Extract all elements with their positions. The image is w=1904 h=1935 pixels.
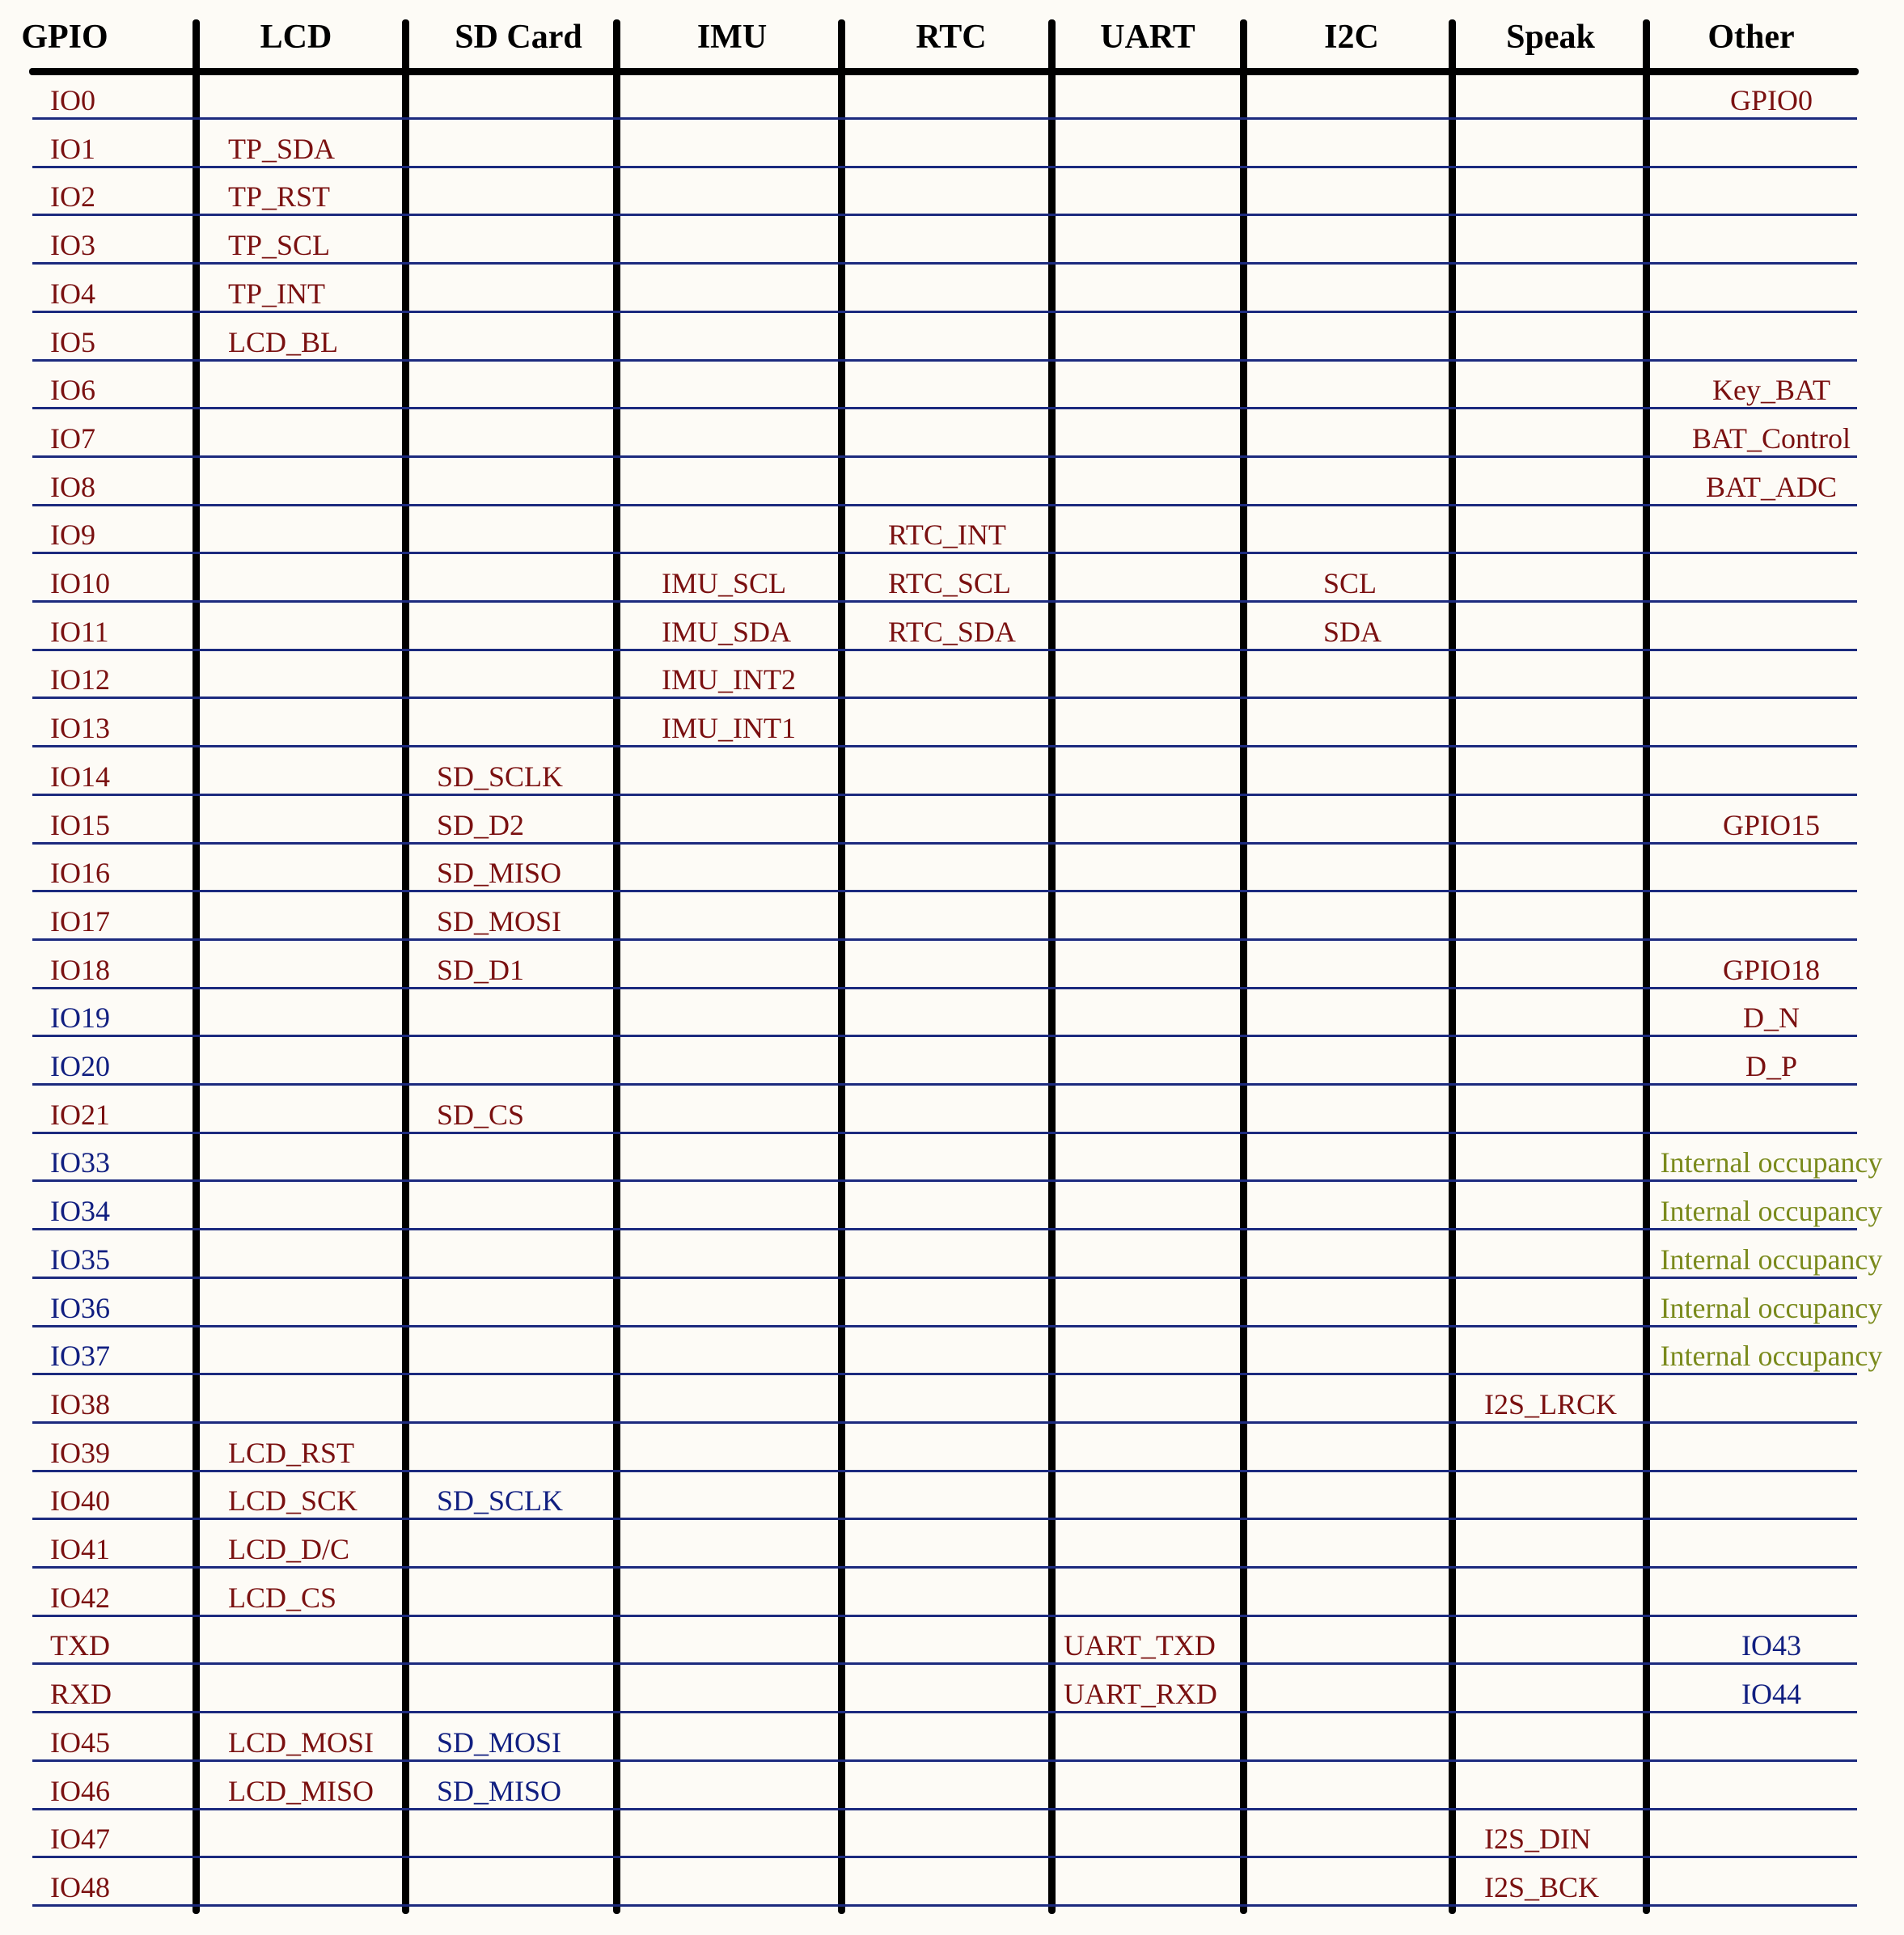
row-rule [32,1421,1857,1424]
cell-other: Key_BAT [1712,374,1830,407]
header-other: Other [1707,19,1795,56]
cell-speak: I2S_DIN [1484,1823,1591,1856]
row-rule [32,600,1857,603]
cell-other: Internal occupancy [1660,1146,1883,1179]
row-rule [32,1083,1857,1086]
cell-lcd: LCD_D/C [228,1533,350,1565]
cell-sd: SD_MISO [437,1774,562,1807]
column-divider [1449,19,1456,1914]
cell-other: BAT_Control [1691,421,1851,455]
row-rule [32,166,1857,168]
cell-gpio: IO11 [50,615,109,648]
cell-lcd: TP_RST [228,180,331,214]
cell-lcd: TP_INT [228,277,325,310]
row-rule [32,359,1857,362]
cell-gpio: IO3 [50,229,95,262]
column-divider [613,19,620,1914]
row-rule [32,1035,1857,1037]
row-rule [32,1518,1857,1520]
cell-lcd: LCD_MISO [228,1774,374,1807]
cell-sd: SD_SCLK [437,760,564,793]
row-rule [32,1470,1857,1472]
cell-other: Internal occupancy [1660,1340,1883,1373]
row-rule [32,1856,1857,1858]
header-rule [29,68,1859,75]
cell-uart: UART_TXD [1064,1629,1216,1662]
cell-gpio: IO10 [50,567,110,599]
row-rule [32,1325,1857,1327]
column-divider [1048,19,1056,1914]
cell-uart: UART_RXD [1064,1678,1217,1711]
row-rule [32,1904,1857,1907]
cell-sd: SD_CS [437,1098,525,1131]
row-rule [32,407,1857,409]
cell-gpio: IO17 [50,904,110,938]
cell-gpio: IO7 [50,421,95,455]
cell-gpio: IO12 [50,663,110,697]
cell-speak: I2S_BCK [1484,1870,1600,1903]
row-rule [32,1566,1857,1569]
cell-gpio: IO38 [50,1387,110,1421]
cell-gpio: IO16 [50,857,110,890]
cell-lcd: LCD_SCK [228,1484,358,1518]
cell-gpio: IO5 [50,325,95,358]
cell-i2c: SDA [1323,615,1382,648]
cell-gpio: IO4 [50,277,95,310]
cell-gpio: IO45 [50,1725,110,1759]
cell-gpio: IO21 [50,1098,110,1131]
cell-lcd: LCD_BL [228,325,339,358]
cell-gpio: IO19 [50,1001,110,1035]
column-divider [1643,19,1650,1914]
cell-gpio: IO35 [50,1243,110,1276]
cell-other: BAT_ADC [1705,470,1838,503]
cell-gpio: IO40 [50,1484,110,1518]
cell-sd: SD_MISO [437,857,562,890]
header-speak: Speak [1506,19,1595,56]
column-divider [402,19,409,1914]
cell-other: GPIO0 [1729,84,1813,116]
cell-gpio: IO39 [50,1436,110,1469]
row-rule [32,262,1857,265]
row-rule [32,842,1857,845]
cell-gpio: TXD [50,1629,110,1662]
cell-gpio: IO13 [50,712,110,745]
cell-gpio: IO18 [50,953,110,986]
row-rule [32,504,1857,506]
cell-gpio: IO41 [50,1533,110,1565]
row-rule [32,1808,1857,1810]
cell-gpio: IO42 [50,1581,110,1614]
cell-gpio: IO6 [50,374,95,407]
cell-other: Internal occupancy [1660,1243,1883,1276]
cell-gpio: IO15 [50,808,110,841]
header-lcd: LCD [260,19,332,56]
cell-gpio: IO8 [50,470,95,503]
cell-other: GPIO18 [1722,953,1820,986]
row-rule [32,1662,1857,1665]
cell-sd: SD_MOSI [437,1725,562,1759]
row-rule [32,649,1857,651]
cell-rtc: RTC_SCL [888,567,1011,599]
cell-other: GPIO15 [1722,808,1820,841]
header-sd-card: SD Card [455,19,582,56]
cell-other: IO43 [1741,1629,1801,1662]
row-rule [32,1277,1857,1279]
cell-gpio: IO1 [50,132,95,165]
row-rule [32,311,1857,313]
cell-gpio: IO46 [50,1774,110,1807]
header-uart: UART [1100,19,1195,56]
header-imu: IMU [696,19,768,56]
cell-imu: IMU_INT1 [662,712,796,745]
row-rule [32,552,1857,554]
cell-gpio: IO0 [50,84,95,116]
cell-rtc: RTC_INT [888,519,1006,552]
cell-i2c: SCL [1323,567,1377,599]
cell-lcd: LCD_RST [228,1436,355,1469]
row-rule [32,890,1857,892]
cell-lcd: LCD_MOSI [228,1725,374,1759]
row-rule [32,1228,1857,1230]
column-divider [1240,19,1247,1914]
cell-lcd: TP_SCL [228,229,331,262]
cell-speak: I2S_LRCK [1484,1387,1618,1421]
cell-gpio: IO33 [50,1146,110,1179]
cell-gpio: IO36 [50,1291,110,1324]
cell-gpio: IO14 [50,760,110,793]
cell-other: D_N [1743,1001,1800,1035]
column-divider [838,19,845,1914]
cell-other: Internal occupancy [1660,1195,1883,1228]
cell-gpio: IO37 [50,1340,110,1373]
row-rule [32,1179,1857,1182]
row-rule [32,794,1857,796]
row-rule [32,214,1857,216]
cell-gpio: IO34 [50,1195,110,1228]
cell-lcd: LCD_CS [228,1581,337,1614]
row-rule [32,455,1857,458]
cell-gpio: IO20 [50,1050,110,1082]
cell-other: IO44 [1741,1678,1801,1711]
row-rule [32,1373,1857,1375]
cell-other: D_P [1745,1050,1798,1082]
cell-gpio: RXD [50,1678,112,1711]
cell-gpio: IO9 [50,519,95,552]
header-i2c: I2C [1324,19,1379,56]
cell-gpio: IO48 [50,1870,110,1903]
cell-other: Internal occupancy [1660,1291,1883,1324]
row-rule [32,1759,1857,1762]
row-rule [32,1615,1857,1617]
cell-sd: SD_SCLK [437,1484,564,1518]
cell-imu: IMU_INT2 [662,663,796,697]
row-rule [32,1711,1857,1713]
cell-gpio: IO2 [50,180,95,214]
row-rule [32,117,1857,120]
cell-imu: IMU_SDA [662,615,792,648]
header-rtc: RTC [916,19,987,56]
row-rule [32,1132,1857,1134]
row-rule [32,745,1857,747]
row-rule [32,697,1857,699]
column-divider [193,19,200,1914]
header-gpio: GPIO [21,19,108,56]
cell-rtc: RTC_SDA [888,615,1016,648]
cell-lcd: TP_SDA [228,132,336,165]
cell-sd: SD_D1 [437,953,525,986]
cell-sd: SD_MOSI [437,904,562,938]
cell-imu: IMU_SCL [662,567,787,599]
cell-gpio: IO47 [50,1823,110,1856]
row-rule [32,938,1857,941]
cell-sd: SD_D2 [437,808,525,841]
row-rule [32,987,1857,989]
